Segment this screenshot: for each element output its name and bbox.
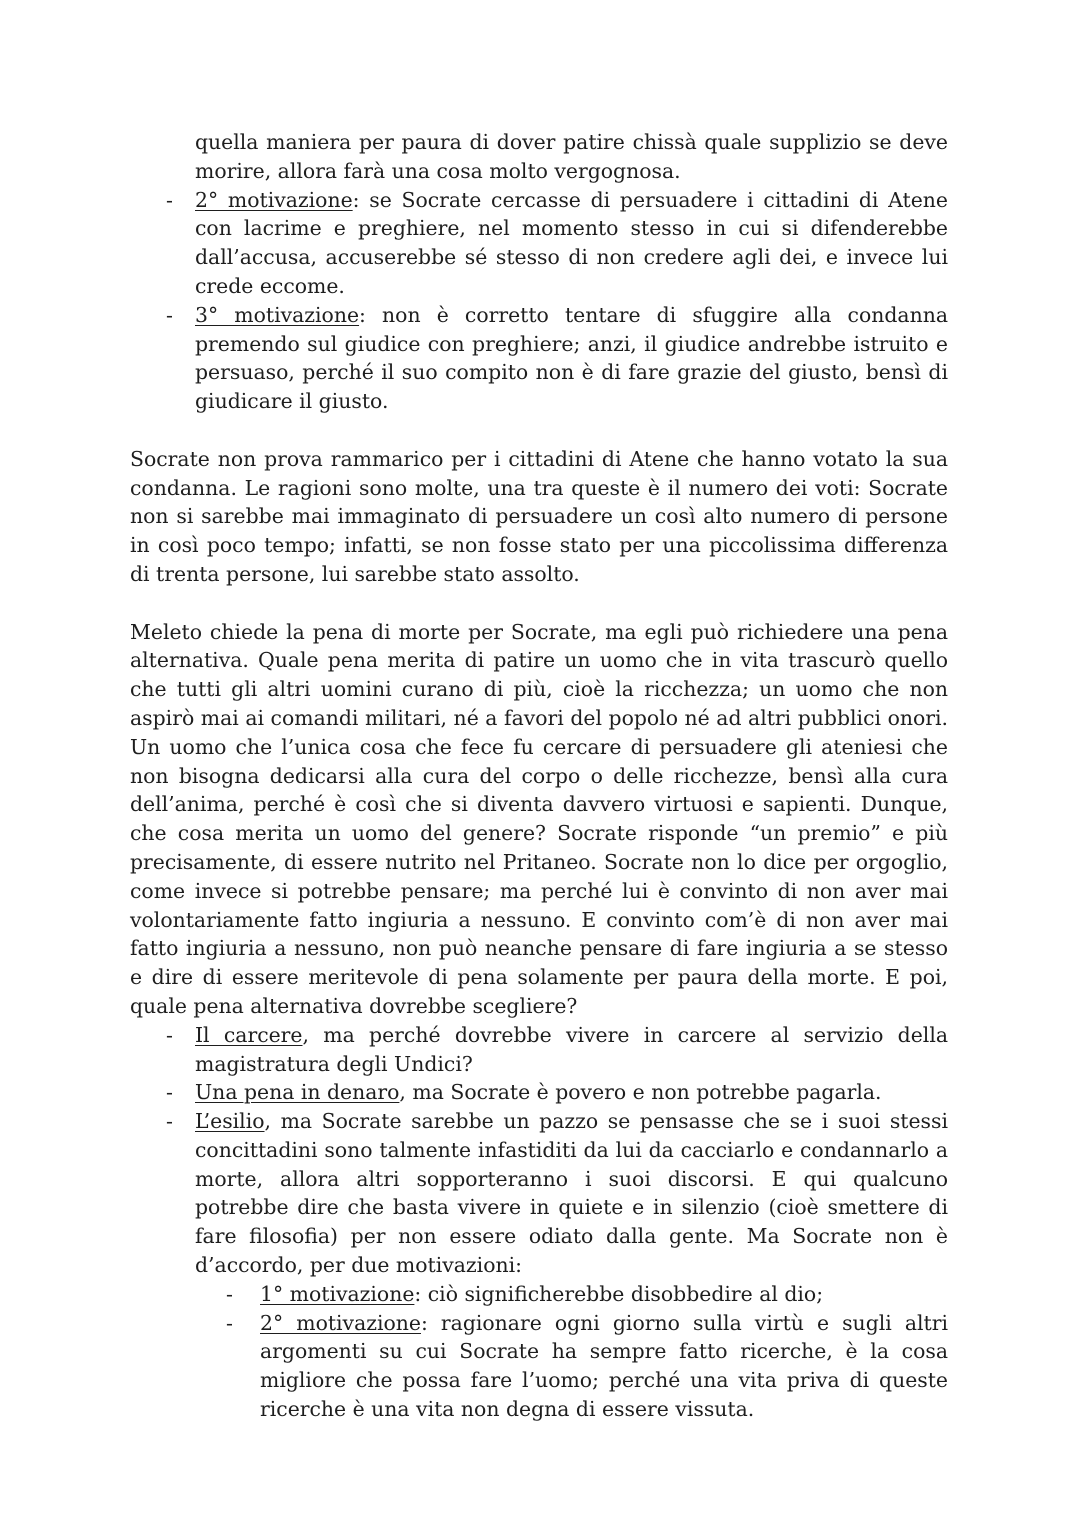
list-item: [130, 301, 948, 416]
paragraph-gap: [130, 589, 948, 618]
item-text: , ma perché dovrebbe vivere in carcere al servizio della magistratura degli Undici?: [195, 1022, 948, 1076]
list-item: [130, 1021, 948, 1079]
nested-list-item: [195, 1309, 948, 1424]
document-page: [130, 128, 948, 1424]
item-label: 2° motivazione: [195, 187, 353, 212]
item-text: : ragionare ogni giorno sulla virtù e sugli altri argomenti su cui Socrate ha sempre fatto ricerche, è la cosa migliore che possa fare l’uomo; perché una vita priva di queste ricerche è una vita non degna di essere vissuta.: [260, 1310, 948, 1422]
paragraph-gap: [130, 416, 948, 445]
nested-list: [195, 1280, 948, 1424]
item-label: 3° motivazione: [195, 302, 360, 327]
item-text: : non è corretto tentare di sfuggire alla condanna premendo sul giudice con preghiere; anzi, il giudice andrebbe istruito e persuaso, perché il suo compito non è di fare grazie del giusto, bensì di giudicare il giusto.: [195, 302, 948, 414]
bullet-dash: -: [166, 1109, 173, 1134]
item-label: Una pena in denaro: [195, 1080, 400, 1105]
bullet-dash: -: [166, 187, 173, 212]
first-list: [130, 186, 948, 416]
item-label: 1° motivazione: [260, 1281, 415, 1306]
item-label: Il carcere: [195, 1022, 303, 1047]
paragraph-condanna: Socrate non prova rammarico per i cittadini di Atene che hanno votato la sua condanna. Le ragioni sono molte, una tra queste è il numero dei voti: Socrate non si sarebbe mai immaginato di persuadere un così alto numero di persone in così poco tempo; infatti, se non fosse stato per una piccolissima differenza di trenta persone, lui sarebbe stato assolto.: [130, 446, 948, 586]
bullet-dash: -: [226, 1281, 233, 1306]
second-list: [130, 1021, 948, 1424]
item-label: L’esilio: [195, 1109, 265, 1134]
opening-continuation: quella maniera per paura di dover patire chissà quale supplizio se deve morire, allora farà una cosa molto vergognosa.: [195, 130, 948, 183]
list-item: [130, 186, 948, 301]
item-text: : ciò significherebbe disobbedire al dio;: [414, 1281, 824, 1306]
bullet-dash: -: [166, 1080, 173, 1105]
item-text: , ma Socrate è povero e non potrebbe pagarla.: [399, 1080, 882, 1105]
bullet-dash: -: [226, 1310, 233, 1335]
item-text: : se Socrate cercasse di persuadere i cittadini di Atene con lacrime e preghiere, nel momento stesso in cui si difenderebbe dall’accusa, accuserebbe sé stesso di non credere agli dei, e invece lui crede eccome.: [195, 187, 948, 298]
bullet-dash: -: [166, 1022, 173, 1047]
nested-list-item: [195, 1280, 948, 1309]
list-item: [130, 1078, 948, 1107]
bullet-dash: -: [166, 302, 173, 327]
paragraph-pena: Meleto chiede la pena di morte per Socrate, ma egli può richiedere una pena alternativa. Quale pena merita di patire un uomo che in vita trascurò quello che tutti gli altri uomini curano di più, cioè la ricchezza; un uomo che non aspirò mai ai comandi militari, né a favori del popolo né ad altri pubblici onori. Un uomo che l’unica cosa che fece fu cercare di persuadere gli ateniesi che non bisogna dedicarsi alla cura del corpo o delle ricchezze, bensì alla cura dell’anima, perché è così che si diventa davvero virtuosi e sapienti. Dunque, che cosa merita un uomo del genere? Socrate risponde “un premio” e più precisamente, di essere nutrito nel Pritaneo. Socrate non lo dice per orgoglio, come invece si potrebbe pensare; ma perché lui è convinto di non aver mai volontariamente fatto ingiuria a nessuno. E convinto com’è di non aver mai fatto ingiuria a nessuno, non può neanche pensare di fare ingiuria a se stesso e dire di essere meritevole di pena solamente per paura della morte. E poi, quale pena alternativa dovrebbe scegliere?: [130, 619, 948, 1018]
item-label: 2° motivazione: [260, 1310, 421, 1335]
list-item: [130, 1107, 948, 1424]
item-text: , ma Socrate sarebbe un pazzo se pensasse che se i suoi stessi concittadini sono talmente infastiditi da lui da cacciarlo e condannarlo a morte, allora altri sopporteranno i suoi discorsi. E qui qualcuno potrebbe dire che basta vivere in quiete e in silenzio (cioè smettere di fare filosofia) per non essere odiato dalla gente. Ma Socrate non è d’accordo, per due motivazioni:: [195, 1109, 948, 1278]
